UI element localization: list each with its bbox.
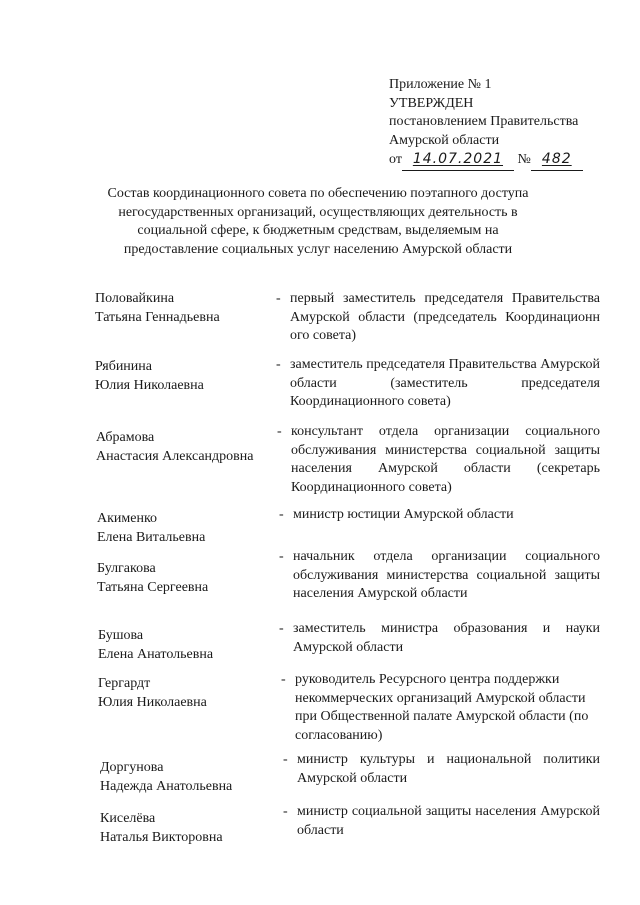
member-surname: Абрамова <box>96 430 155 445</box>
member-dash: - <box>276 357 281 372</box>
member-name <box>97 560 287 597</box>
member-name <box>98 675 288 712</box>
member-dash: - <box>281 672 286 687</box>
member-given-names: Елена Анатольевна <box>98 646 214 662</box>
member-name <box>95 290 285 327</box>
member-role: заместитель министра образования и науки Амурской области <box>293 621 600 655</box>
member-role: министр культуры и национальной политики Амурской области <box>297 752 600 786</box>
approval-block <box>389 76 619 171</box>
approval-date-line <box>389 150 619 171</box>
member-given-names: Надежда Анатольевна <box>100 778 233 794</box>
appendix-number: Приложение № 1 <box>389 77 492 92</box>
member-dash: - <box>276 291 281 306</box>
member-surname: Киселёва <box>100 811 156 826</box>
approved-by: постановлением Правительства <box>389 114 579 129</box>
member-name <box>98 627 288 664</box>
member-dash: - <box>277 424 282 439</box>
member-role: начальник отдела организации социального обслуживания министерства социальной защиты населения Амурской области <box>293 549 600 601</box>
number-prefix: № <box>517 152 531 167</box>
member-name <box>97 510 287 547</box>
member-dash: - <box>283 752 288 767</box>
member-role: министр юстиции Амурской области <box>293 507 514 522</box>
member-surname: Рябинина <box>95 359 152 374</box>
member-surname: Доргунова <box>100 760 164 775</box>
handwritten-number-value: 482 <box>541 151 572 167</box>
member-given-names: Татьяна Сергеевна <box>97 579 209 595</box>
member-given-names: Елена Витальевна <box>97 529 206 545</box>
member-dash: - <box>279 549 284 564</box>
handwritten-number <box>531 150 583 171</box>
member-name <box>96 429 276 466</box>
member-role: руководитель Ресурсного центра поддержки некоммерческих организаций Амурской области при Общественной палате Амурской области (по согласованию) <box>295 672 589 743</box>
member-dash: - <box>279 621 284 636</box>
member-role: министр социальной защиты населения Амурской области <box>297 804 600 838</box>
member-surname: Бушова <box>98 628 144 643</box>
member-given-names: Татьяна Геннадьевна <box>95 309 220 325</box>
member-dash: - <box>279 507 284 522</box>
approved-region: Амурской области <box>389 132 500 148</box>
member-given-names: Юлия Николаевна <box>98 694 207 710</box>
member-role: консультант отдела организации социального обслуживания министерства социальной защиты населения Амурской области (секретарь Координационного совета) <box>291 424 600 495</box>
date-prefix: от <box>389 152 402 167</box>
handwritten-date-value: 14.07.2021 <box>412 151 504 167</box>
member-surname: Акименко <box>97 511 158 526</box>
member-surname: Булгакова <box>97 561 156 576</box>
member-name <box>100 810 290 847</box>
approved-label: УТВЕРЖДЕН <box>389 95 474 111</box>
handwritten-date <box>402 150 514 171</box>
member-dash: - <box>283 804 288 819</box>
member-given-names: Наталья Викторовна <box>100 829 223 845</box>
member-role: заместитель председателя Правительства Амурской области (заместитель председателя Координационного совета) <box>290 357 600 409</box>
member-name <box>100 759 290 796</box>
member-name <box>95 358 285 395</box>
member-given-names: Анастасия Александровна <box>96 448 254 464</box>
member-surname: Гергардт <box>98 676 151 691</box>
member-given-names: Юлия Николаевна <box>95 377 204 393</box>
document-title: Состав координационного совета по обеспечению поэтапного доступа негосударственных организаций, осуществляющих деятельность в социальной сфере, к бюджетным средствам, выделяемым на предоставление социальных услуг населению Амурской области <box>107 186 529 257</box>
member-surname: Половайкина <box>95 291 175 306</box>
member-role: первый заместитель председателя Правительства Амурской области (председатель Координационн ого совета) <box>290 291 600 343</box>
